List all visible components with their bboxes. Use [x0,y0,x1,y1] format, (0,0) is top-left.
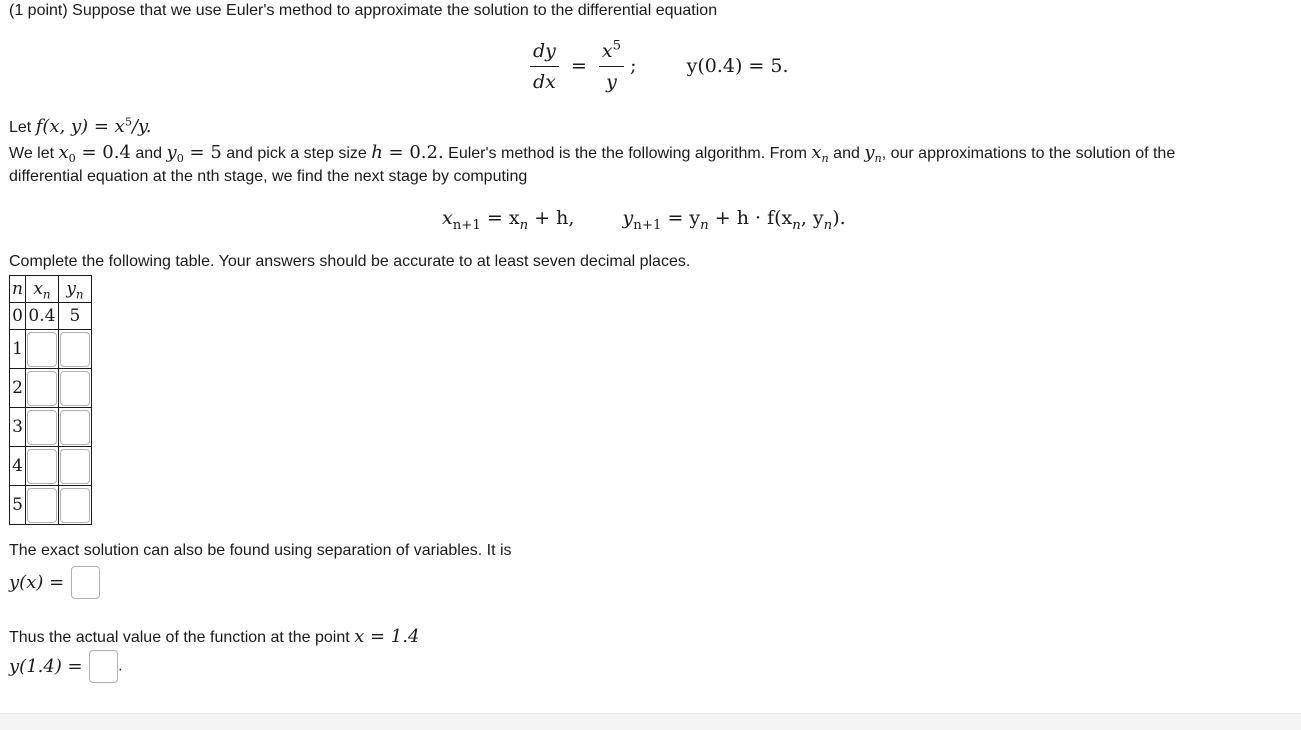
y2-input[interactable] [60,371,90,406]
actual-value-intro: Thus the actual value of the function at the point x = 1.4 [9,626,420,647]
x2-input[interactable] [27,371,57,406]
table-header-row [10,276,92,303]
table-row-3: 3 [10,408,92,447]
x5-input[interactable] [27,488,57,523]
table-instructions: Complete the following table. Your answers should be accurate to at least seven decimal places. [9,253,691,270]
y1-input[interactable] [60,332,90,367]
x1-input[interactable] [27,332,57,367]
table-row-5: 5 [10,486,92,525]
actual-value-input[interactable] [89,650,118,683]
problem-intro: (1 point) Suppose that we use Euler's method to approximate the solution to the differential equation [9,2,718,19]
function-definition: Let f(x, $y) = x^5/y$. [9,115,152,137]
euler-algorithm: $x_{n+1} = x_n + h$, $y_{n+1} = y_n + h \cdot f(x_n$, $y_n$). [442,207,846,233]
y5-input[interactable] [60,488,90,523]
x5-over-y-fraction: $\frac{x^5}{y}$ [599,40,624,93]
header-n: n [10,276,26,303]
table-row-1: 1 [10,330,92,369]
actual-value-label: y(1.4) = [9,656,83,677]
header-yn: $y_n$ [58,276,91,303]
table-row-4: 4 [10,447,92,486]
method-paragraph-line2: differential equation at the nth stage, we find the next stage by computing [9,168,528,185]
method-paragraph-line1: We let $x_0 = 0.4$ and $y_0 = 5$ and pick a step size h = 0.2. Euler's method is the the following algorithm. From $x_n$ and $y_n$, our approximations to the solution of the [9,142,1176,166]
initial-condition: y(0.4) = 5. [686,54,789,77]
y4-input[interactable] [60,449,90,484]
exact-solution-row [9,566,100,599]
page-footer-strip [0,713,1301,730]
exact-solution-input[interactable] [71,566,100,599]
table-row-0: 0 0.4 5 [10,303,92,330]
exact-solution-intro: The exact solution can also be found using separation of variables. It is [9,542,512,559]
actual-value-row: y(1.4) = . [9,650,123,683]
y3-input[interactable] [60,410,90,445]
euler-table [9,275,92,525]
table-row-2: 2 [10,369,92,408]
header-xn: $x_n$ [25,276,58,303]
dy-dx-fraction: $\frac{dy}{dx}$ [530,40,559,93]
ode-equation: $\frac{dy}{dx}$ = $\frac{x^5}{y}$ ; y(0.4) = 5. [530,40,789,93]
exact-solution-label: y(x) = [9,572,65,593]
x3-input[interactable] [27,410,57,445]
x4-input[interactable] [27,449,57,484]
